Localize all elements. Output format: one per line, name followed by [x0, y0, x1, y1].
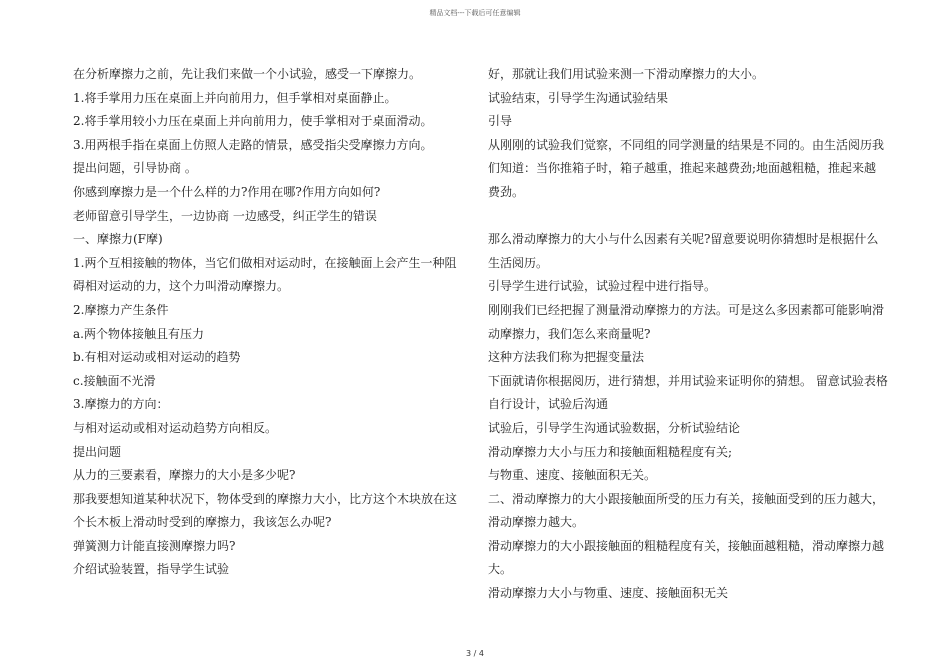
right-paragraph: 引导学生进行试验，试验过程中进行指导。 [488, 279, 717, 294]
right-paragraph: 引导 [488, 114, 513, 129]
left-paragraph: 那我要想知道某种状况下，物体受到的摩擦力大小，比方这个木块放在这个长木板上滑动时受到的摩擦力，我该怎么办呢? [73, 491, 458, 530]
right-paragraph: 滑动摩擦力的大小跟接触面的粗糙程度有关，接触面越粗糙，滑动摩擦力越大。 [488, 538, 885, 577]
left-paragraph: 1.将手掌用力压在桌面上并向前用力，但手掌相对桌面静止。 [73, 90, 397, 105]
right-paragraph: 试验后，引导学生沟通试验数据，分析试验结论 [488, 420, 741, 435]
left-paragraph: 你感到摩擦力是一个什么样的力?作用在哪?作用方向如何? [73, 184, 381, 199]
page-header: 精品文档---下载后可任意编辑 [429, 9, 521, 17]
right-paragraph: 下面就请你根据阅历，进行猜想，并用试验来证明你的猜想。 留意试验表格自行设计，试验后沟通 [488, 373, 888, 412]
right-paragraph: 滑动摩擦力大小与压力和接触面粗糙程度有关; [488, 444, 733, 459]
left-paragraph: 1.两个互相接触的物体，当它们做相对运动时，在接触面上会产生一种阻碍相对运动的力，这个力叫滑动摩擦力。 [73, 255, 457, 294]
right-paragraph: 从刚刚的试验我们觉察，不同组的同学测量的结果是不同的。由生活阅历我们知道：当你推箱子时，箱子越重，推起来越费劲;地面越粗糙，推起来越费劲。 [488, 137, 885, 199]
left-paragraph: 在分析摩擦力之前，先让我们来做一个小试验，感受一下摩擦力。 [73, 67, 422, 81]
left-paragraph: 老师留意引导学生，一边协商 一边感受，纠正学生的错误 [73, 208, 377, 223]
right-paragraph: 试验结束，引导学生沟通试验结果 [488, 90, 669, 105]
left-paragraph: 与相对运动或相对运动趋势方向相反。 [73, 420, 278, 435]
right-paragraph [488, 205, 888, 229]
left-paragraph: 提出问题，引导协商 。 [73, 161, 197, 176]
page-number: 3 / 4 [466, 649, 484, 658]
left-paragraph: 3.用两根手指在桌面上仿照人走路的情景，感受指尖受摩擦力方向。 [73, 137, 433, 152]
right-paragraph: 与物重、速度、接触面积无关。 [488, 468, 657, 483]
right-paragraph: 刚刚我们已经把握了测量滑动摩擦力的方法。可是这么多因素都可能影响滑动摩擦力，我们怎么来商量呢? [488, 302, 885, 341]
right-column [488, 63, 888, 606]
left-paragraph: c.接触面不光滑 [73, 373, 156, 388]
left-paragraph: b.有相对运动或相对运动的趋势 [73, 350, 241, 365]
right-paragraph: 这种方法我们称为把握变量法 [488, 350, 645, 365]
left-paragraph: 2.将手掌用较小力压在桌面上并向前用力，使手掌相对于桌面滑动。 [73, 114, 433, 129]
left-paragraph: 从力的三要素看，摩擦力的大小是多少呢? [73, 468, 296, 483]
right-paragraph: 好，那就让我们用试验来测一下滑动摩擦力的大小。 [488, 67, 765, 81]
right-paragraph: 那么滑动摩擦力的大小与什么因素有关呢?留意要说明你猜想时是根据什么生活阅历。 [488, 232, 879, 270]
left-paragraph: 提出问题 [73, 444, 122, 459]
left-paragraph: a.两个物体接触且有压力 [73, 326, 204, 341]
left-paragraph: 一、摩擦力(F摩) [73, 232, 163, 247]
right-paragraph: 二、滑动摩擦力的大小跟接触面所受的压力有关，接触面受到的压力越大，滑动摩擦力越大。 [488, 491, 885, 530]
left-column [73, 63, 468, 582]
left-paragraph: 2.摩擦力产生条件 [73, 302, 169, 317]
right-paragraph: 滑动摩擦力大小与物重、速度、接触面积无关 [488, 586, 729, 601]
left-paragraph: 弹簧测力计能直接测摩擦力吗? [73, 538, 236, 553]
left-paragraph: 3.摩擦力的方向： [73, 397, 169, 412]
left-paragraph: 介绍试验装置，指导学生试验 [73, 562, 230, 577]
